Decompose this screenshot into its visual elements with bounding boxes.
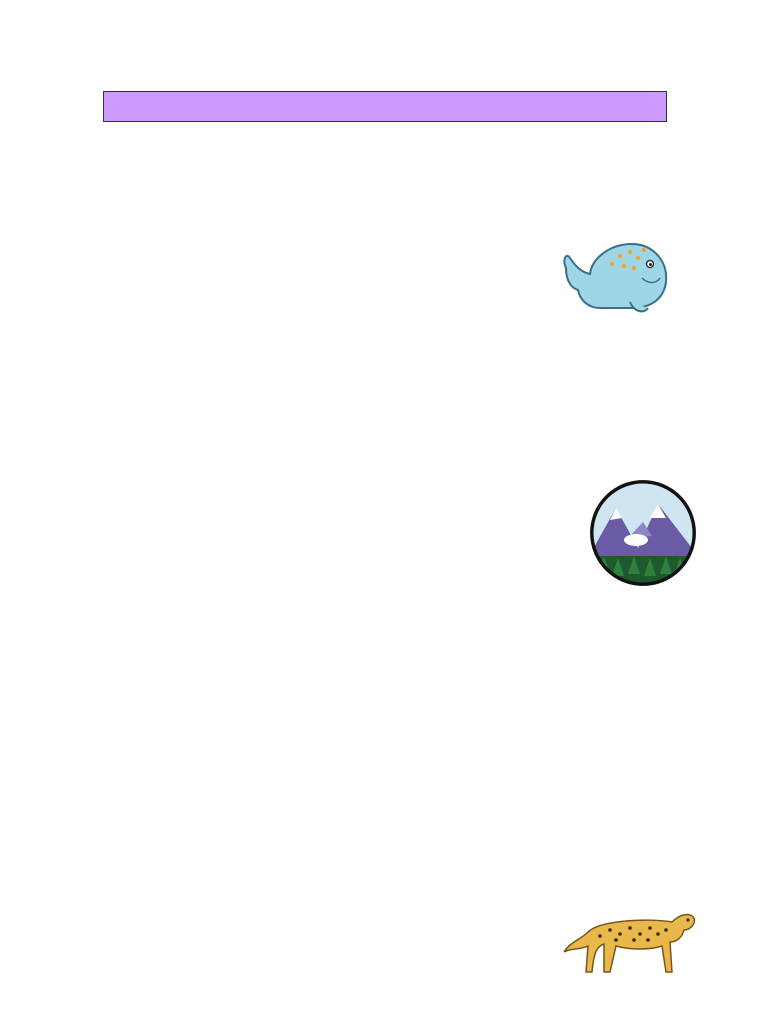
worksheet-title <box>103 91 667 122</box>
cheetah-illustration <box>560 900 700 980</box>
mountain-badge-illustration <box>588 478 698 588</box>
whale-illustration <box>560 238 672 314</box>
